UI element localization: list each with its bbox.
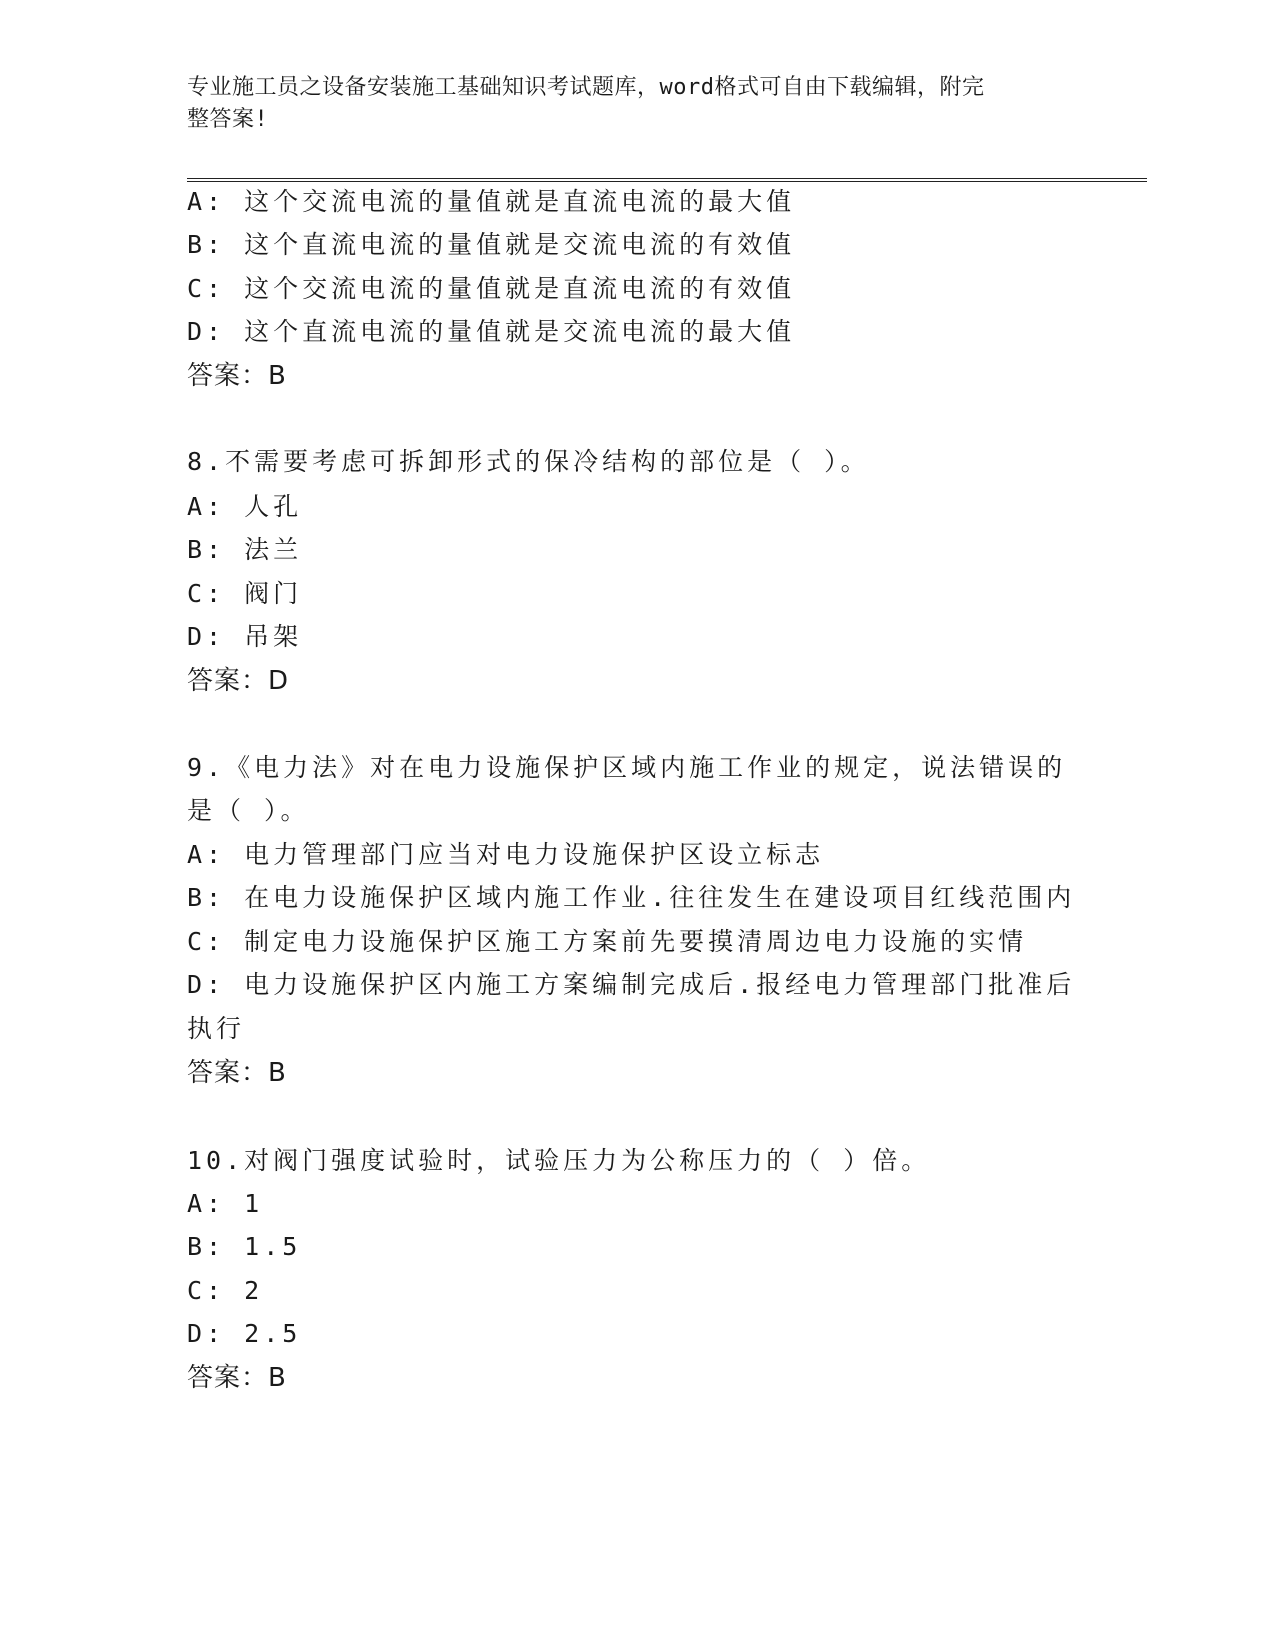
document-header — [187, 72, 1087, 136]
q10-answer: 答案：B — [187, 1363, 287, 1393]
q10-option-d: D: 2.5 — [187, 1319, 302, 1348]
q10-option-b: B: 1.5 — [187, 1232, 302, 1261]
q9-option-d: D: 电力设施保护区内施工方案编制完成后.报经电力管理部门批准后 — [187, 970, 1076, 999]
q9-stem-line-1: 9.《电力法》对在电力设施保护区域内施工作业的规定，说法错误的 — [187, 753, 1067, 782]
q9-option-b: B: 在电力设施保护区域内施工作业.往往发生在建设项目红线范围内 — [187, 883, 1076, 912]
header-line-2: 整答案! — [187, 107, 269, 132]
q8-option-b: B: 法兰 — [187, 535, 303, 564]
q8-option-d: D: 吊架 — [187, 622, 303, 651]
q10-option-c: C: 2 — [187, 1276, 264, 1305]
q10-option-a: A: 1 — [187, 1189, 264, 1218]
q9-option-c: C: 制定电力设施保护区施工方案前先要摸清周边电力设施的实情 — [187, 927, 1028, 956]
q8-answer: 答案：D — [187, 666, 290, 696]
q7-option-d: D: 这个直流电流的量值就是交流电流的最大值 — [187, 317, 796, 346]
q10-stem: 10.对阀门强度试验时，试验压力为公称压力的（ ）倍。 — [187, 1146, 931, 1175]
header-line-1: 专业施工员之设备安装施工基础知识考试题库，word格式可自由下载编辑，附完 — [187, 75, 985, 100]
q8-option-c: C: 阀门 — [187, 579, 303, 608]
q7-option-a: A: 这个交流电流的量值就是直流电流的最大值 — [187, 187, 796, 216]
q8-option-a: A: 人孔 — [187, 492, 303, 521]
q9-answer: 答案：B — [187, 1058, 287, 1088]
q9-option-a: A: 电力管理部门应当对电力设施保护区设立标志 — [187, 840, 825, 869]
q7-option-b: B: 这个直流电流的量值就是交流电流的有效值 — [187, 230, 796, 259]
q8-stem: 8.不需要考虑可拆卸形式的保冷结构的部位是（ ）。 — [187, 447, 870, 476]
q9-option-d-continued: 执行 — [187, 1014, 246, 1043]
q7-option-c: C: 这个交流电流的量值就是直流电流的有效值 — [187, 274, 796, 303]
q7-answer: 答案：B — [187, 361, 287, 391]
q9-stem-line-2: 是（ ）。 — [187, 796, 310, 825]
header-divider — [187, 178, 1147, 182]
